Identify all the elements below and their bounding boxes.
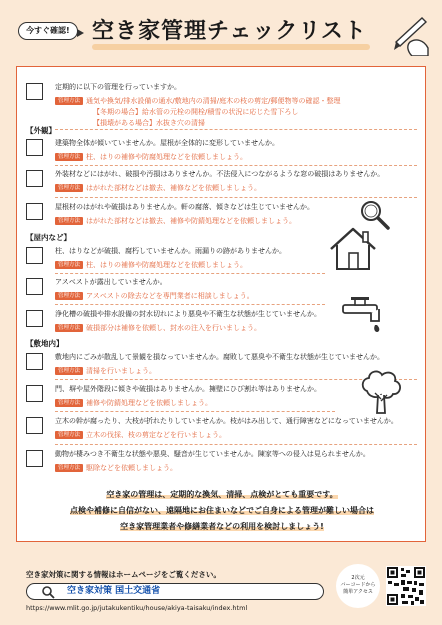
question: 門、塀や屋外階段に傾きや破損はありませんか。擁壁にひび割れ等はありませんか。 (55, 385, 321, 393)
divider (55, 444, 417, 445)
method: 管理方法 アスベストの除去などを専門業者に相談しましょう。 (55, 291, 254, 301)
checkbox[interactable] (26, 139, 43, 156)
method: 管理方法 柱、はりの補修や防腐処理などを依頼しましょう。 (55, 152, 247, 162)
divider (55, 411, 335, 412)
divider (55, 129, 417, 130)
method: 管理方法 はがれた部材などは撤去、補修などを依頼しましょう。 (55, 183, 261, 193)
checkbox[interactable] (26, 310, 43, 327)
method: 管理方法 はがれた部材などは撤去、補修や防錆処理などを依頼しましょう。 (55, 216, 296, 226)
question: 柱、はりなどが破損、腐朽していませんか。雨漏りの跡がありませんか。 (55, 247, 286, 255)
qr-label: 2次元 バーコードから 簡単アクセス (336, 564, 380, 608)
checkbox[interactable] (26, 385, 43, 402)
divider (55, 304, 325, 305)
search-box[interactable] (26, 583, 324, 600)
method: 管理方法 駆除などを依頼しましょう。 (55, 463, 177, 473)
question: 建築物全体が傾いていませんか。屋根が全体的に変形していませんか。 (55, 139, 279, 147)
question: 定期的に以下の管理を行っていますか。 (55, 83, 181, 91)
section-label: 【屋内など】 (26, 233, 71, 242)
checkbox[interactable] (26, 247, 43, 264)
faucet-icon (339, 295, 391, 335)
checkbox[interactable] (26, 450, 43, 467)
method: 管理方法 柱、はりの補修や防腐処理などを依頼しましょう。 (55, 260, 247, 270)
method: 管理方法 補修や防錆処理などを依頼しましょう。 (55, 398, 212, 408)
note-line: 空き家管理業者や修繕業者などの利用を検討しましょう! (120, 522, 324, 531)
checkbox[interactable] (26, 353, 43, 370)
checkbox[interactable] (26, 417, 43, 434)
checkbox[interactable] (26, 203, 43, 220)
footer-info: 空き家対策に関する情報はホームページをご覧ください。 (26, 570, 221, 579)
method: 【冬期の場合】給水管の元栓の開栓/積雪の状況に応じた雪下ろし (93, 108, 299, 116)
method: 管理方法 破損部分は補修を依頼し、封水の注入を行いましょう。 (55, 323, 261, 333)
house-icon (327, 225, 379, 273)
header (0, 0, 442, 62)
section-label: 【外観】 (26, 126, 56, 135)
question: 立木の幹が腐ったり、大枝が折れたりしていませんか。枝がはみ出して、通行障害などになっていませんか。 (55, 417, 398, 425)
note-line: 点検や補修に自信がない、遠隔地にお住まいなどでご自身による管理が難しい場合は (70, 506, 374, 515)
question: 浄化槽の破損や排水設備の封水切れにより悪臭や不衛生な状態が生じていませんか。 (55, 310, 321, 318)
method: 管理方法 通気や換気/排水設備の通水/敷地内の清掃/庭木の枝の剪定/郵便物等の確認・整理 (55, 96, 340, 106)
divider (55, 165, 417, 166)
question: 動物が棲みつき不衛生な状態や悪臭、騒音が生じていませんか。陳家等への侵入は見られませんか。 (55, 450, 370, 458)
checkbox[interactable] (26, 83, 43, 100)
badge: 今すぐ確認! (18, 22, 78, 40)
checkbox[interactable] (26, 170, 43, 187)
hand-pen-icon (388, 12, 432, 56)
question: 敷地内にごみが散乱して景観を損なっていませんか。腐敗して悪臭や不衛生な状態が生じていませんか。 (55, 353, 384, 361)
qr-code-icon[interactable] (386, 566, 426, 606)
section-label: 【敷地内】 (26, 339, 64, 348)
tree-icon (357, 369, 405, 415)
method: 管理方法 清掃を行いましょう。 (55, 366, 156, 376)
method: 管理方法 立木の伐採、枝の剪定などを行いましょう。 (55, 430, 226, 440)
page-title: 空き家管理チェックリスト (92, 19, 367, 44)
url-link[interactable]: https://www.mlit.go.jp/jutakukentiku/house/akiya-taisaku/index.html (26, 604, 248, 612)
footer (0, 556, 442, 625)
title-underline (92, 44, 370, 50)
checklist-card (16, 66, 426, 542)
divider (55, 273, 325, 274)
question: アスベストが露出していませんか。 (55, 278, 167, 286)
search-text: 空き家対策 国土交通省 (67, 586, 161, 596)
question: 屋根材のはがれや破損はありませんか。軒の腐落、傾きなどは生じていませんか。 (55, 203, 314, 211)
search-icon (41, 585, 55, 599)
note-line: 空き家の管理は、定期的な換気、清掃、点検がとても重要です。 (106, 490, 338, 499)
method-tag: 管理方法 (55, 97, 83, 105)
method: 【損壊がある場合】水抜き穴の清掃 (93, 119, 205, 127)
checkbox[interactable] (26, 278, 43, 295)
question: 外装材などにはがれ、破損や汚損はありませんか。不法侵入につながるような窓の破損はありませんか。 (55, 170, 385, 178)
